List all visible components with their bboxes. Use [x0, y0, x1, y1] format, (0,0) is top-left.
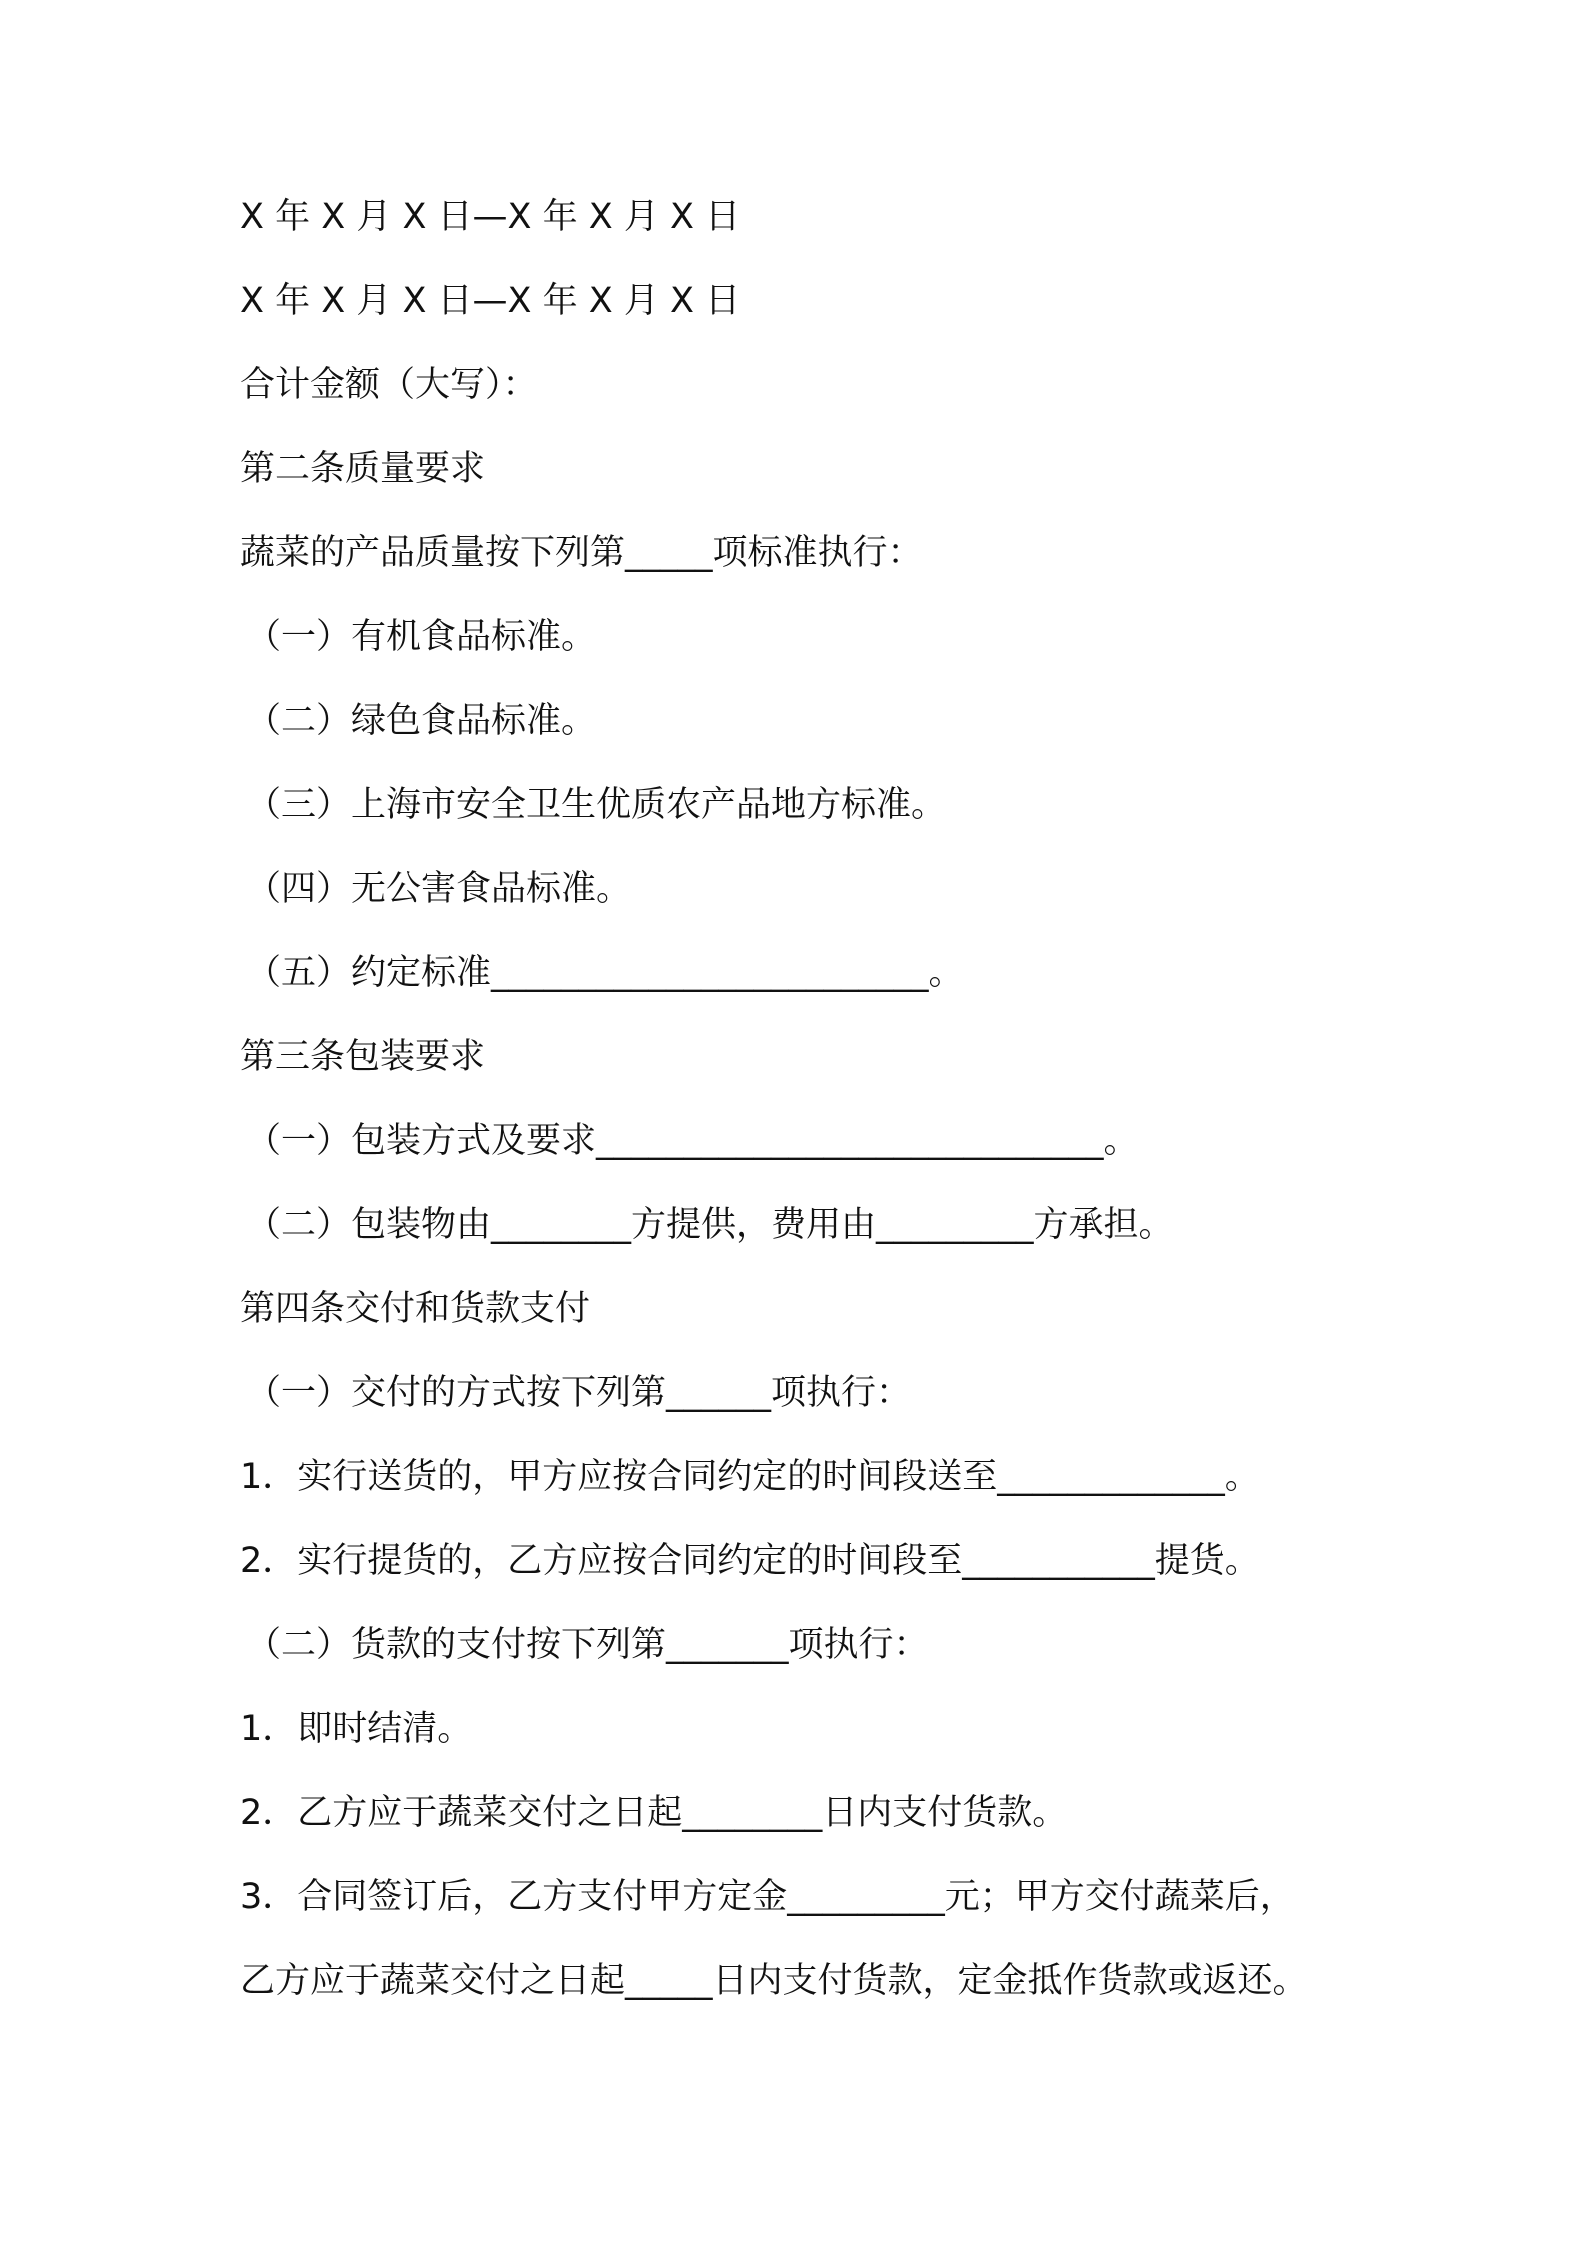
article-4-heading: 第四条交付和货款支付 [240, 1289, 591, 1329]
article-2-heading: 第二条质量要求 [240, 449, 486, 489]
article-3-heading: 第三条包装要求 [240, 1037, 486, 1077]
packaging-item-2: （二）包装物由________方提供，费用由_________方承担。 [246, 1205, 1174, 1245]
quality-item-2: （二）绿色食品标准。 [246, 701, 597, 741]
total-amount-line: 合计金额（大写）： [240, 365, 538, 405]
quality-standard-line: 蔬菜的产品质量按下列第_____项标准执行： [240, 533, 923, 573]
quality-item-4: （四）无公害食品标准。 [246, 869, 632, 909]
document-body [240, 195, 1400, 2043]
payment-method-line: （二）货款的支付按下列第_______项执行： [246, 1625, 929, 1665]
quality-item-5: （五）约定标准_________________________。 [246, 953, 964, 993]
payment-option-2: 2．乙方应于蔬菜交付之日起________日内支付货款。 [240, 1793, 1068, 1833]
payment-option-3: 3．合同签订后，乙方支付甲方定金_________元；甲方交付蔬菜后， [240, 1877, 1295, 1917]
payment-option-1: 1．即时结清。 [240, 1709, 473, 1749]
delivery-option-2: 2．实行提货的，乙方应按合同约定的时间段至___________提货。 [240, 1541, 1260, 1581]
delivery-method-line: （一）交付的方式按下列第______项执行： [246, 1373, 912, 1413]
quality-item-1: （一）有机食品标准。 [246, 617, 597, 657]
date-range-line-1: X 年 X 月 X 日—X 年 X 月 X 日 [240, 197, 741, 237]
delivery-option-1: 1．实行送货的，甲方应按合同约定的时间段送至_____________。 [240, 1457, 1260, 1497]
quality-item-3: （三）上海市安全卫生优质农产品地方标准。 [246, 785, 947, 825]
date-range-line-2: X 年 X 月 X 日—X 年 X 月 X 日 [240, 281, 741, 321]
packaging-item-1: （一）包装方式及要求_____________________________。 [246, 1121, 1139, 1161]
payment-option-3-continued: 乙方应于蔬菜交付之日起_____日内支付货款，定金抵作货款或返还。 [240, 1961, 1308, 2001]
